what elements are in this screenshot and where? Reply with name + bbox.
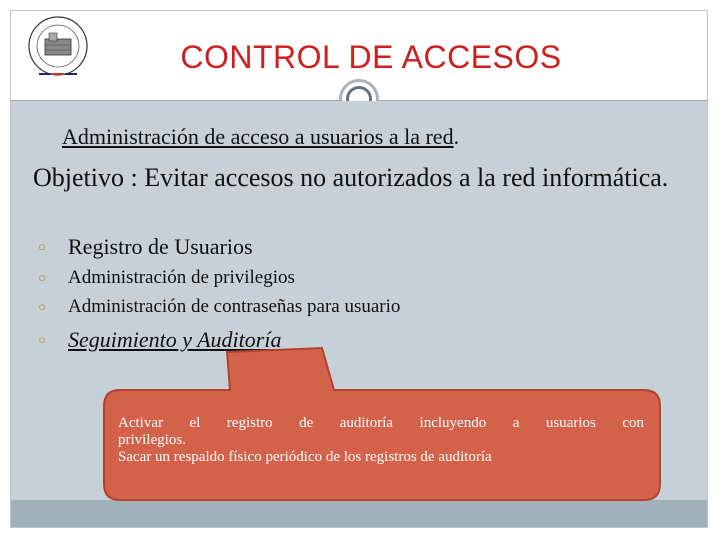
bullet-item (33, 267, 295, 289)
hospital-logo-icon (23, 15, 93, 79)
footer-bar (11, 500, 707, 527)
bullet-text: Seguimiento y Auditoría (68, 327, 282, 352)
bullet-icon: ○ (38, 299, 46, 314)
callout-line: Activar el registro de auditoría incluyendo a usuarios con (118, 415, 644, 431)
slide-title: CONTROL DE ACCESOS (180, 39, 562, 75)
callout-line: privilegios. (118, 432, 186, 448)
subtitle (62, 124, 459, 150)
bullet-text: Administración de privilegios (68, 267, 295, 288)
bullet-icon: ○ (38, 270, 46, 285)
subtitle-period: . (453, 124, 460, 149)
bullet-item (33, 296, 400, 318)
callout-line: Sacar un respaldo físico periódico de los registros de auditoría (118, 449, 492, 465)
bullet-icon: ○ (38, 332, 46, 347)
objective-text: Objetivo : Evitar accesos no autorizados a la red informática. (33, 163, 669, 192)
bullet-text: Registro de Usuarios (68, 234, 253, 259)
subtitle-text: Administración de acceso a usuarios a la red (62, 124, 454, 149)
bullet-text: Administración de contraseñas para usuario (68, 296, 401, 317)
bullet-item (33, 234, 253, 260)
callout-text (118, 415, 644, 466)
bullet-icon: ○ (38, 239, 46, 254)
